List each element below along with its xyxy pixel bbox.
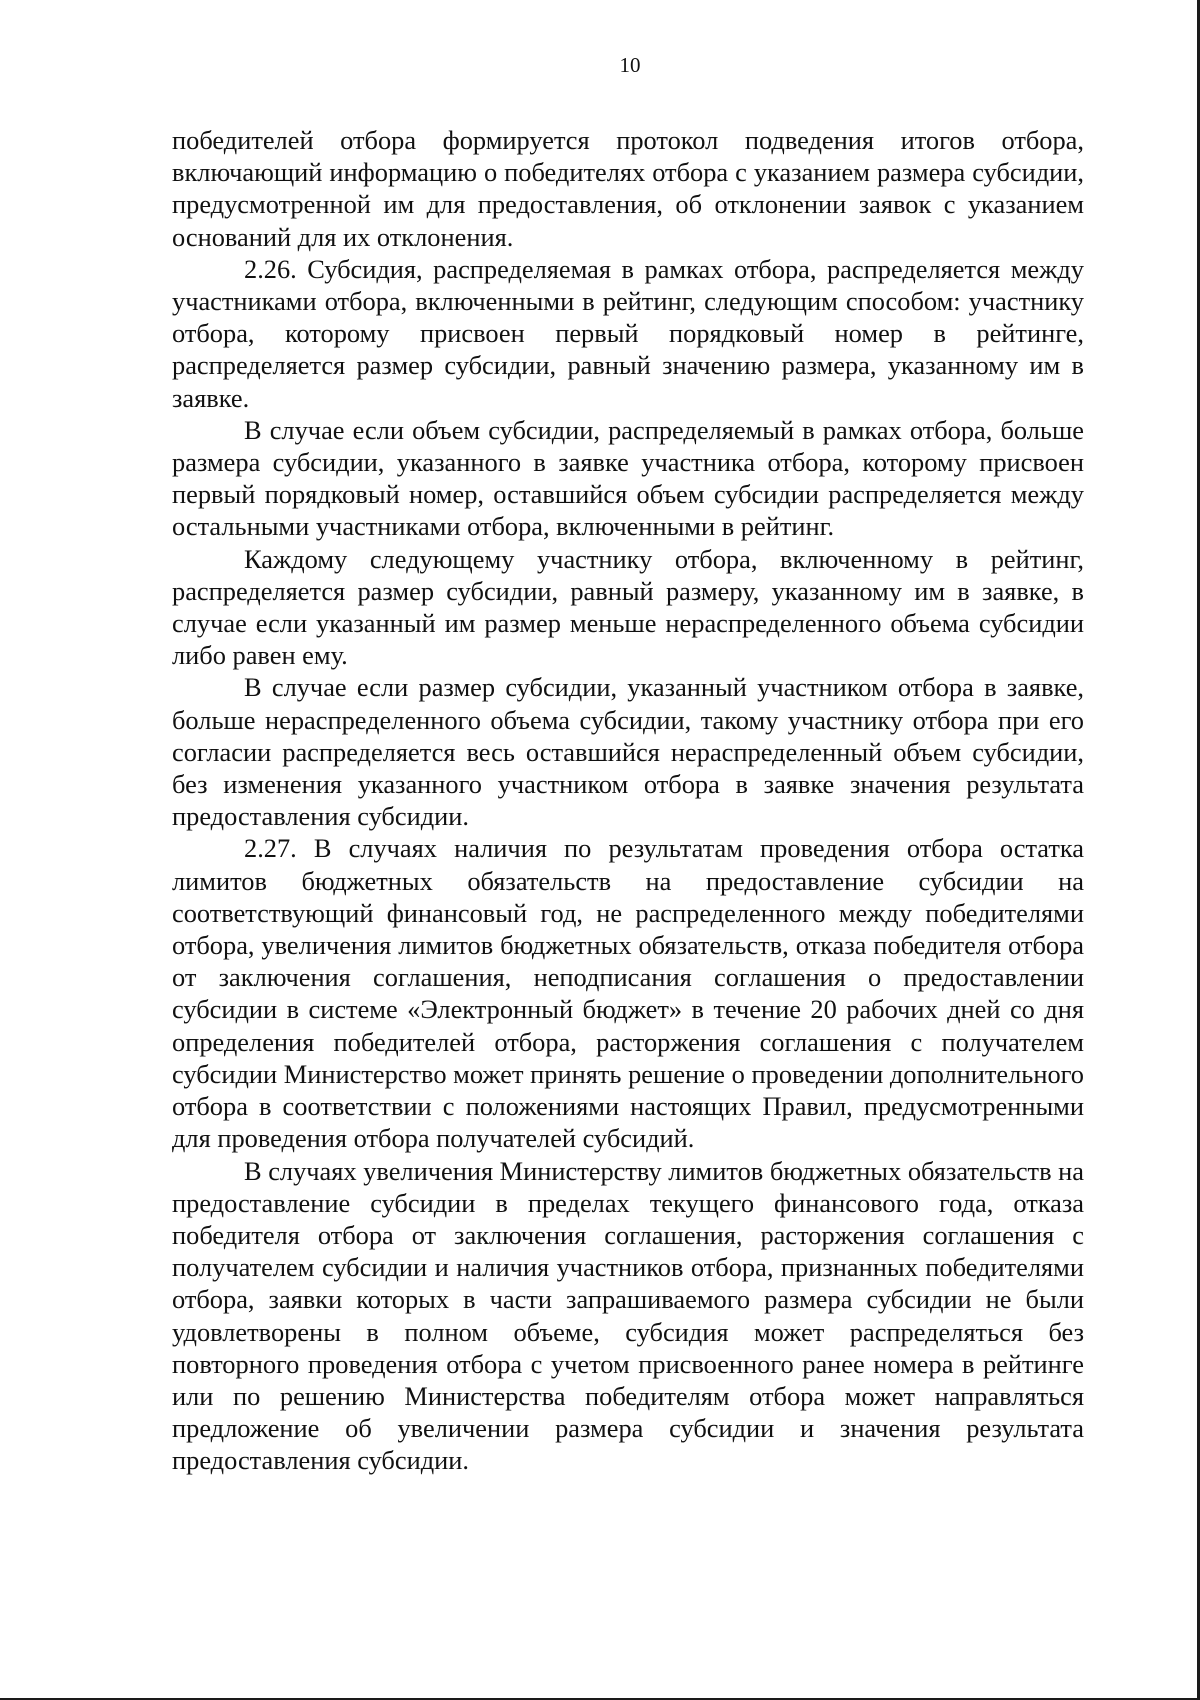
page-number: 10 bbox=[619, 53, 641, 77]
paragraph-2-27: 2.27. В случаях наличия по результатам проведения отбора остатка лимитов бюджетных обязательств на предоставление субсидии на соответствующий финансовый год, не распределенного между победителями отбора, увеличения лимитов бюджетных обязательств, отказа победителя отбора от заключения соглашения, неподписания соглашения о предоставлении субсидии в системе «Электронный бюджет» в течение 20 рабочих дней со дня определения победителей отбора, расторжения соглашения с получателем субсидии Министерство может принять решение о проведении дополнительного отбора в соответствии с положениями настоящих Правил, предусмотренными для проведения отбора получателей субсидий. bbox=[172, 833, 1084, 1154]
paragraph-limit-increase: В случаях увеличения Министерству лимитов бюджетных обязательств на предоставление субсидии в пределах текущего финансового года, отказа победителя отбора от заключения соглашения, расторжения соглашения с получателем субсидии и наличия участников отбора, признанных победителями отбора, заявки которых в части запрашиваемого размера субсидии не были удовлетворены в полном объеме, субсидия может распределяться без повторного проведения отбора с учетом присвоенного ранее номера в рейтинге или по решению Министерства победителям отбора может направляться предложение об увеличении размера субсидии и значения результата предоставления субсидии. bbox=[172, 1155, 1084, 1476]
paragraph-remaining-volume: В случае если объем субсидии, распределяемый в рамках отбора, больше размера субсидии, указанного в заявке участника отбора, которому присвоен первый порядковый номер, оставшийся объем субсидии распределяется между остальными участниками отбора, включенными в рейтинг. bbox=[172, 414, 1084, 542]
document-body bbox=[172, 124, 1084, 1477]
paragraph-next-participant: Каждому следующему участнику отбора, включенному в рейтинг, распределяется размер субсидии, равный размеру, указанному им в заявке, в случае если указанный им размер меньше нераспределенного объема субсидии либо равен ему. bbox=[172, 543, 1084, 671]
paragraph-excess-request: В случае если размер субсидии, указанный участником отбора в заявке, больше нераспределенного объема субсидии, такому участнику отбора при его согласии распределяется весь оставшийся нераспределенный объем субсидии, без изменения указанного участником отбора в заявке значения результата предоставления субсидии. bbox=[172, 672, 1084, 832]
paragraph-continuation: победителей отбора формируется протокол подведения итогов отбора, включающий информацию о победителях отбора с указанием размера субсидии, предусмотренной им для предоставления, об отклонении заявок с указанием оснований для их отклонения. bbox=[172, 125, 1084, 252]
paragraph-2-26: 2.26. Субсидия, распределяемая в рамках отбора, распределяется между участниками отбора, включенными в рейтинг, следующим способом: участнику отбора, которому присвоен первый порядковый номер в рейтинге, распределяется размер субсидии, равный значению размера, указанному им в заявке. bbox=[172, 253, 1084, 413]
